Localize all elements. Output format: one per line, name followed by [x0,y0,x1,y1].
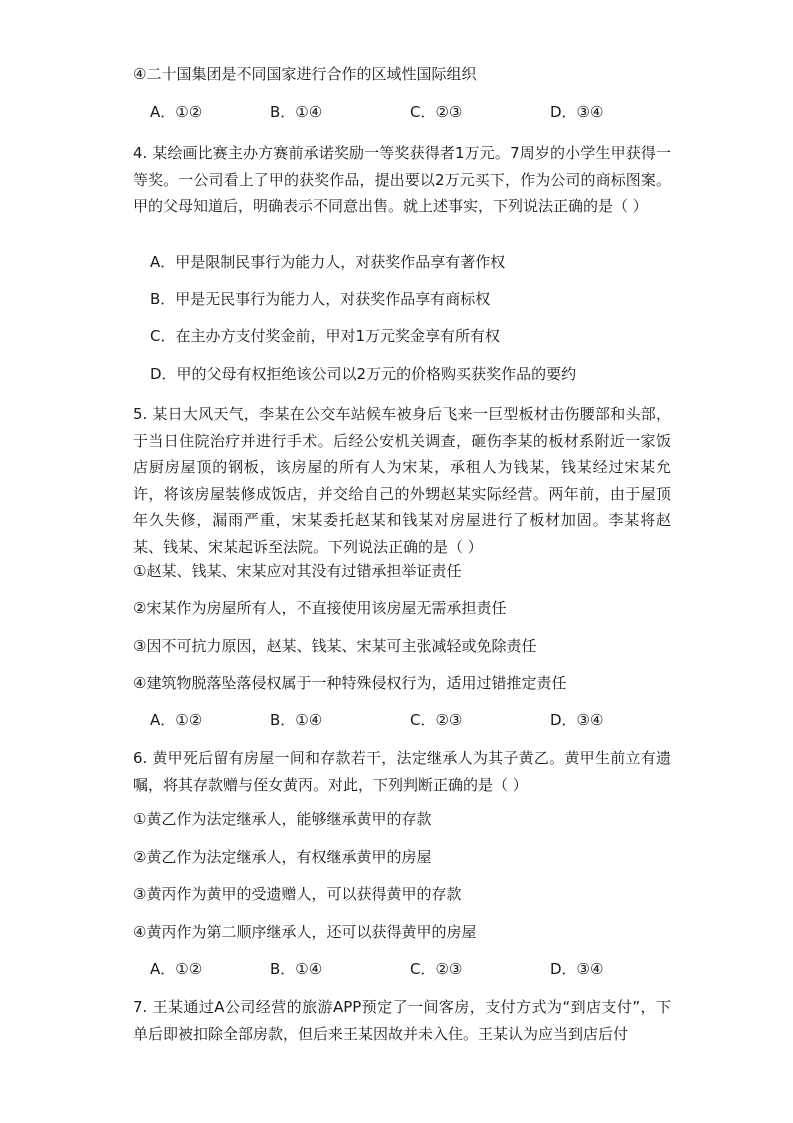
q3-option-d[interactable]: D．③④ [550,103,604,121]
q3-options [150,102,670,122]
q6-option-b[interactable]: B．①④ [270,960,323,978]
q5-options [150,710,670,730]
q3-option-b[interactable]: B．①④ [270,103,323,121]
q3-item-4: ④二十国集团是不同国家进行合作的区域性国际组织 [133,65,477,83]
q5-item-2: ②宋某作为房屋所有人，不直接使用该房屋无需承担责任 [133,599,507,617]
q5-option-a[interactable]: A．①② [150,711,203,729]
q6-option-c[interactable]: C．②③ [410,960,463,978]
q6-item-2: ②黄乙作为法定继承人，有权继承黄甲的房屋 [133,848,432,866]
q5-stem: 5. 某日大风天气，李某在公交车站候车被身后飞来一巨型板材击伤腰部和头部，于当日住院治疗并进行手术。后经公安机关调查，砸伤李某的板材系附近一家饭店厨房屋顶的钢板，该房屋的所有人为宋某，承租人为钱某，钱某经过宋某允许，将该房屋装修成饭店，并交给自己的外甥赵某实际经营。两年前，由于屋顶年久失修，漏雨严重，宋某委托赵某和钱某对房屋进行了板材加固。李某将赵某、钱某、宋某起诉至法院。下列说法正确的是（ ） [133,405,671,556]
q6-option-d[interactable]: D．③④ [550,960,604,978]
q4-choice-c[interactable]: C．在主办方支付奖金前，甲对1万元奖金享有所有权 [150,327,501,345]
q6-item-4: ④黄丙作为第二顺序继承人，还可以获得黄甲的房屋 [133,923,477,941]
q4-stem: 4. 某绘画比赛主办方赛前承诺奖励一等奖获得者1万元。7周岁的小学生甲获得一等奖。一公司看上了甲的获奖作品，提出要以2万元买下，作为公司的商标图案。甲的父母知道后，明确表示不同意出售。就上述事实，下列说法正确的是（ ） [133,144,671,215]
q6-options [150,959,670,979]
q6-option-a[interactable]: A．①② [150,960,203,978]
q6-item-1: ①黄乙作为法定继承人，能够继承黄甲的存款 [133,810,432,828]
q4-choice-a[interactable]: A．甲是限制民事行为能力人，对获奖作品享有著作权 [150,253,506,271]
q6-stem: 6. 黄甲死后留有房屋一间和存款若干，法定继承人为其子黄乙。黄甲生前立有遗嘱，将其存款赠与侄女黄丙。对此，下列判断正确的是（ ） [133,749,671,794]
q5-item-3: ③因不可抗力原因，赵某、钱某、宋某可主张减轻或免除责任 [133,637,537,655]
q3-option-c[interactable]: C．②③ [410,103,463,121]
q5-item-4: ④建筑物脱落坠落侵权属于一种特殊侵权行为，适用过错推定责任 [133,674,567,692]
q7-stem: 7. 王某通过A公司经营的旅游APP预定了一间客房，支付方式为“到店支付”，下单后即被扣除全部房款，但后来王某因故并未入住。王某认为应当到店后付 [133,998,671,1043]
q5-option-c[interactable]: C．②③ [410,711,463,729]
q4-choice-b[interactable]: B．甲是无民事行为能力人，对获奖作品享有商标权 [150,290,491,308]
q5-option-b[interactable]: B．①④ [270,711,323,729]
q5-option-d[interactable]: D．③④ [550,711,604,729]
q6-item-3: ③黄丙作为黄甲的受遗赠人，可以获得黄甲的存款 [133,885,462,903]
q5-item-1: ①赵某、钱某、宋某应对其没有过错承担举证责任 [133,562,462,580]
q3-option-a[interactable]: A．①② [150,103,203,121]
q4-choice-d[interactable]: D．甲的父母有权拒绝该公司以2万元的价格购买获奖作品的要约 [150,365,577,383]
